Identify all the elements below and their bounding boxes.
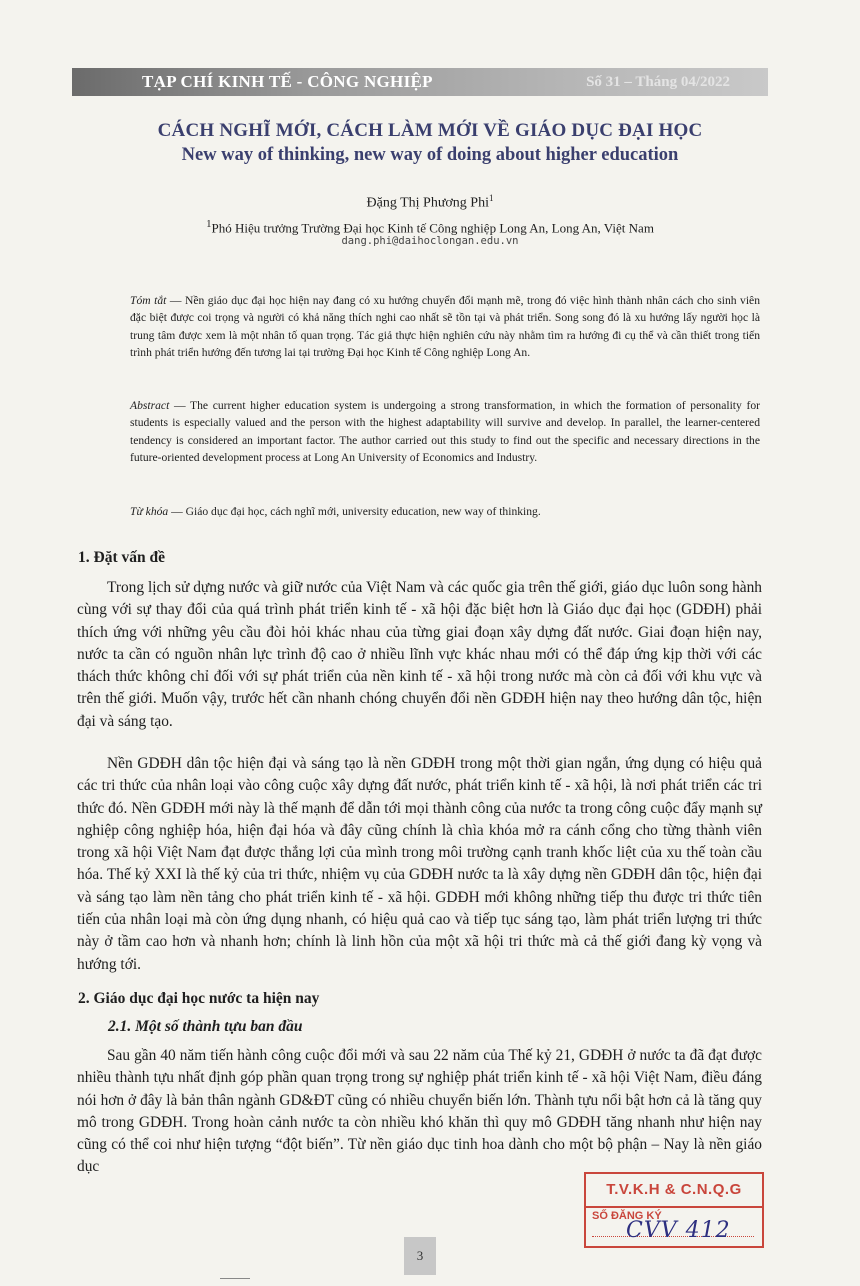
- stamp-handwritten-number: CVV 412: [626, 1218, 731, 1243]
- bottom-divider: [220, 1278, 250, 1279]
- affiliation-text: Phó Hiệu trưởng Trường Đại học Kinh tế Công nghiệp Long An, Long An, Việt Nam: [211, 220, 654, 236]
- keywords-text: — Giáo dục đại học, cách nghĩ mới, university education, new way of thinking.: [168, 505, 541, 518]
- section-1-heading: 1. Đặt vấn đề: [78, 549, 165, 566]
- author-marker: 1: [488, 193, 494, 203]
- author-line: [0, 193, 860, 212]
- abstract-vi-label: Tóm tắt: [130, 294, 167, 307]
- section-2-1-heading: 2.1. Một số thành tựu ban đầu: [108, 1018, 303, 1035]
- page-number: 3: [404, 1237, 436, 1275]
- title-english: New way of thinking, new way of doing about higher education: [181, 145, 679, 165]
- affiliation-marker: 1: [206, 218, 212, 230]
- author-affiliation: [0, 218, 860, 236]
- author-email: dang.phi@daihoclongan.edu.vn: [341, 235, 519, 247]
- journal-name: TẠP CHÍ KINH TẾ - CÔNG NGHIỆP: [142, 72, 433, 91]
- section-2-1-paragraph: Sau gần 40 năm tiến hành công cuộc đổi mới và sau 22 năm của Thế kỷ 21, GDĐH ở nước ta đã đạt được nhiều thành tựu nhất định góp phần quan trọng trong sự nghiệp phát triển kinh tế - xã hội Việt Nam, điều đáng nói hơn ở đây là bản thân ngành GD&ĐT cũng có nhiều chuyển biến lớn. Thành tựu nổi bật hơn cả là tăng quy mô trong GDĐH. Trong hoàn cảnh nước ta còn nhiều khó khăn thì quy mô GDĐH tăng nhanh như hiện nay cũng có thể coi như hiện tượng “đột biến”. Từ nền giáo dục tinh hoa dành cho một bộ phận – Nay là nền giáo dục: [77, 1047, 762, 1176]
- section-1-paragraph-2: Nền GDĐH dân tộc hiện đại và sáng tạo là nền GDĐH trong một thời gian ngắn, ứng dụng có hiệu quả các tri thức của nhân loại vào công cuộc xây dựng đất nước, phát triển kinh tế - xã hội, là nơi phát triển các tri thức đó. Nền GDĐH mới này là thế mạnh để dẫn tới mọi thành công của nước ta trong công cuộc đẩy mạnh sự nghiệp công nghiệp hóa, hiện đại hóa và đây cũng chính là chìa khóa mở ra cánh cổng cho từng thành viên trong xã hội Việt Nam đạt được thắng lợi của mình trong môi trường cạnh tranh khốc liệt của xu thế toàn cầu hóa. Thế kỷ XXI là thế kỷ của tri thức, nhiệm vụ của GDĐH nước ta là xây dựng nền GDĐH dân tộc, hiện đại và sáng tạo làm nền tảng cho phát triển kinh tế - xã hội. GDĐH mới không những tiếp thu được tri thức tiên tiến của nhân loại mà còn ứng dụng nhanh, có hiệu quả cao và tiếp tục sáng tạo, làm phát triển lượng tri thức này ở tầm cao hơn và nhanh hơn; chính là linh hồn của một xã hội tri thức mà cả thế giới đang kỳ vọng và hướng tới.: [77, 755, 762, 973]
- section-2-heading: 2. Giáo dục đại học nước ta hiện nay: [78, 990, 320, 1007]
- issue-info: Số 31 – Tháng 04/2022: [586, 73, 730, 90]
- journal-header-bar: [72, 68, 768, 96]
- abstract-en-text: — The current higher education system is undergoing a strong transformation, in which the formation of personality for students is especially valued and the person with the highest adaptability will survive and develop. In parallel, the learner-centered tendency is considered an important factor. The author carried out this study to find out the specific and necessary directions in the future-oriented development process at Long An University of Economics and Industry.: [130, 399, 760, 464]
- library-registration-stamp: [584, 1172, 764, 1248]
- keywords-label: Từ khóa: [130, 505, 169, 518]
- stamp-label: SỐ ĐĂNG KÝ: [592, 1210, 662, 1222]
- abstract-en-label: Abstract: [130, 399, 170, 412]
- abstract-vietnamese: [130, 292, 760, 361]
- title-vietnamese: CÁCH NGHĨ MỚI, CÁCH LÀM MỚI VỀ GIÁO DỤC ĐẠI HỌC: [157, 120, 703, 141]
- section-1-paragraph-1: Trong lịch sử dựng nước và giữ nước của Việt Nam và các quốc gia trên thế giới, giáo dục luôn song hành cùng với sự thay đổi của quá trình phát triển kinh tế - xã hội đặc biệt hơn là Giáo dục đại học (GDĐH) phải thích ứng với những yêu cầu đòi hỏi khác nhau của từng giai đoạn xây dựng đất nước. Giai đoạn hiện nay, nước ta cần có nguồn nhân lực trình độ cao ở nhiều lĩnh vực khác nhau mới có thể đáp ứng kịp thời với các thách thức không chỉ đối với sự phát triển của nền kinh tế - xã hội trong nước mà còn cả đối với khu vực và trên thế giới. Muốn vậy, trước hết cần nhanh chóng chuyển đổi nền GDĐH hiện nay theo hướng dân tộc, hiện đại và sáng tạo.: [77, 579, 762, 730]
- author-name: Đặng Thị Phương Phi: [366, 195, 489, 211]
- abstract-english: [130, 397, 760, 466]
- stamp-title: T.V.K.H & C.N.Q.G: [586, 1174, 762, 1208]
- keywords: [130, 503, 760, 520]
- abstract-vi-text: — Nền giáo dục đại học hiện nay đang có xu hướng chuyển đổi mạnh mẽ, trong đó việc hình thành nhân cách cho sinh viên đặc biệt được coi trọng và người có khả năng thích nghi cao nhất sẽ tồn tại và phát triển. Song song đó là xu hướng lấy người học là trung tâm được xem là một nhân tố quan trọng. Tác giả thực hiện nghiên cứu này nhằm tìm ra hướng đi cụ thể và cần thiết trong tiến trình phát triển hướng đến tương lai tại trường Đại học Kinh tế Công nghiệp Long An.: [130, 294, 760, 359]
